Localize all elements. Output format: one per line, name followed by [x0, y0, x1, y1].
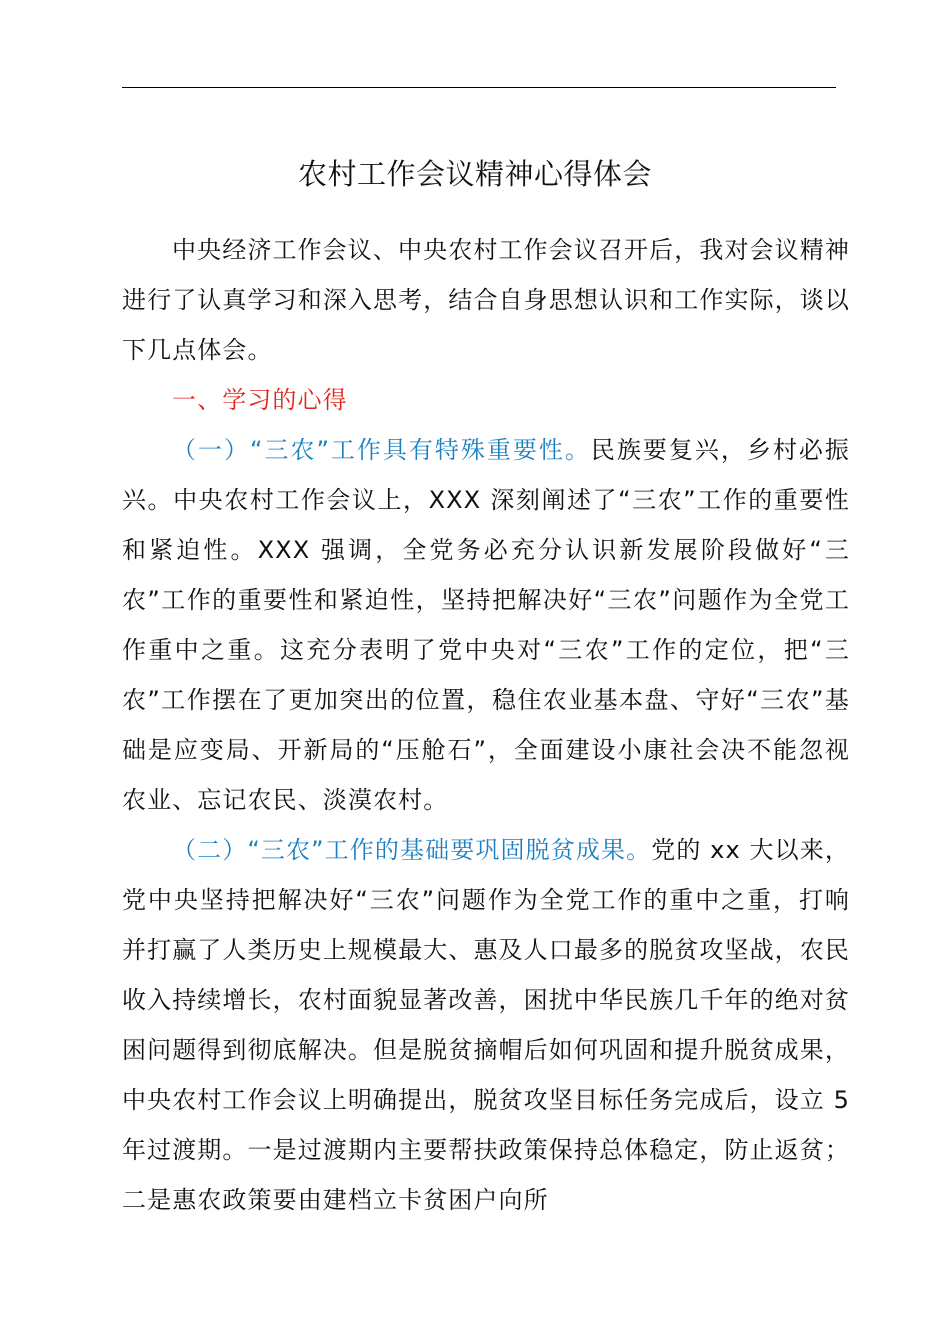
header-rule	[122, 87, 836, 88]
intro-paragraph: 中央经济工作会议、中央农村工作会议召开后，我对会议精神进行了认真学习和深入思考，结合自身思想认识和工作实际，谈以下几点体会。	[122, 236, 850, 364]
item-1-text: 民族要复兴，乡村必振兴。中央农村工作会议上，XXX 深刻阐述了“三农”工作的重要性和紧迫性。XXX 强调，全党务必充分认识新发展阶段做好“三农”工作的重要性和紧迫性，坚持把解决好“三农”问题作为全党工作重中之重。这充分表明了党中央对“三农”工作的定位，把“三农”工作摆在了更加突出的位置，稳住农业基本盘、守好“三农”基础是应变局、开新局的“压舱石”，全面建设小康社会决不能忽视农业、忘记农民、淡漠农村。	[122, 436, 850, 814]
item-1-heading: （一）“三农”工作具有特殊重要性。	[172, 436, 591, 464]
item-2-text: 党的 xx 大以来，党中央坚持把解决好“三农”问题作为全党工作的重中之重，打响并打赢了人类历史上规模最大、惠及人口最多的脱贫攻坚战，农民收入持续增长，农村面貌显著改善，困扰中华民族几千年的绝对贫困问题得到彻底解决。但是脱贫摘帽后如何巩固和提升脱贫成果，中央农村工作会议上明确提出，脱贫攻坚目标任务完成后，设立 5 年过渡期。一是过渡期内主要帮扶政策保持总体稳定，防止返贫；二是惠农政策要由建档立卡贫困户向所	[122, 836, 850, 1214]
paragraph-item-1	[122, 425, 850, 825]
document-title: 农村工作会议精神心得体会	[297, 157, 652, 191]
paragraph-item-2	[122, 825, 850, 1225]
section-heading: 一、学习的心得	[172, 386, 348, 414]
document-body	[122, 225, 850, 1225]
item-2-heading: （二）“三农”工作的基础要巩固脱贫成果。	[172, 836, 652, 864]
